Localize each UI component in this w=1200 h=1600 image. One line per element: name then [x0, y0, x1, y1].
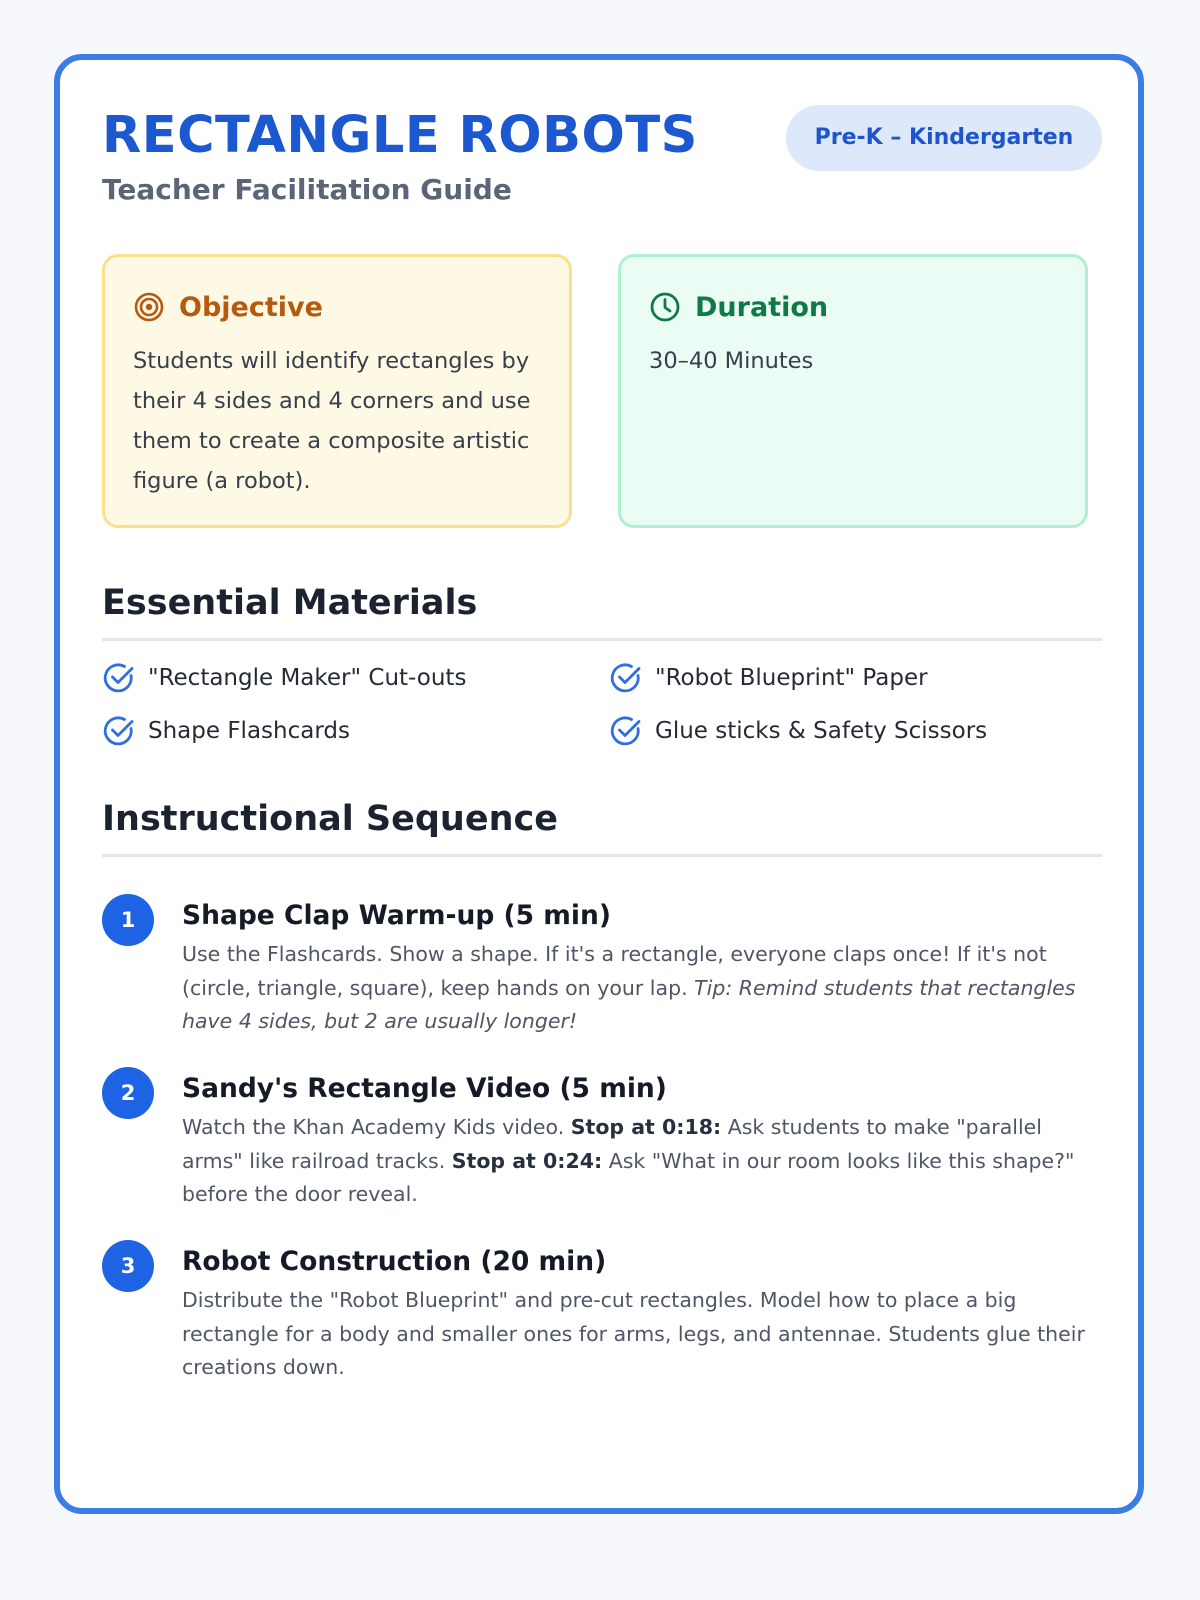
material-item	[609, 711, 1089, 751]
check-circle-icon	[102, 714, 136, 748]
materials-list	[102, 658, 1102, 768]
step-stop-marker: Stop at 0:18:	[570, 1115, 722, 1139]
materials-heading: Essential Materials	[102, 580, 1102, 641]
material-label: "Robot Blueprint" Paper	[655, 665, 928, 691]
duration-text: 30–40 Minutes	[649, 348, 814, 374]
header	[102, 104, 1102, 214]
check-circle-icon	[609, 714, 643, 748]
step-text: Watch the Khan Academy Kids video.	[182, 1115, 571, 1139]
check-circle-icon	[609, 661, 643, 695]
step-text: Use the Flashcards. Show a shape. If it's a rectangle, everyone claps once! If it's not (circle, triangle, square), keep hands on your lap.	[182, 942, 1047, 1000]
step-text: Ask "What in our room looks like this shape?" before the door reveal.	[182, 1148, 1075, 1206]
step-number-badge: 2	[102, 1067, 154, 1119]
step-tip: Tip: Remind students that rectangles have 4 sides, but 2 are usually longer!	[182, 975, 1076, 1033]
check-circle-icon	[102, 661, 136, 695]
step-stop-marker: Stop at 0:24:	[451, 1148, 603, 1173]
material-item	[102, 658, 582, 698]
step-description	[182, 1111, 1102, 1212]
objective-title: Objective	[179, 291, 323, 323]
step-number-badge: 3	[102, 1240, 154, 1292]
duration-header	[649, 287, 1057, 327]
material-item	[102, 711, 582, 751]
clock-icon	[649, 291, 681, 323]
material-label: Shape Flashcards	[148, 718, 350, 744]
page-title: RECTANGLE ROBOTS	[102, 106, 698, 165]
objective-header	[133, 287, 541, 327]
target-icon	[133, 291, 165, 323]
guide-card	[54, 54, 1144, 1514]
duration-title: Duration	[695, 291, 829, 323]
step-description	[182, 938, 1102, 1039]
material-label: "Rectangle Maker" Cut-outs	[148, 665, 467, 691]
step-description: Distribute the "Robot Blueprint" and pre-cut rectangles. Model how to place a big rectangle for a body and smaller ones for arms, legs, and antennae. Students glue their creations down.	[182, 1288, 1085, 1379]
duration-box	[618, 254, 1088, 528]
step-text: Ask students to make "parallel arms" like railroad tracks.	[182, 1115, 1042, 1173]
step-title: Shape Clap Warm-up (5 min)	[182, 900, 611, 931]
grade-level-badge: Pre-K – Kindergarten	[786, 105, 1102, 171]
objective-text: Students will identify rectangles by their 4 sides and 4 corners and use them to create a composite artistic figure (a robot).	[133, 348, 531, 494]
material-label: Glue sticks & Safety Scissors	[655, 718, 988, 744]
step-number-badge: 1	[102, 894, 154, 946]
material-item	[609, 658, 1089, 698]
sequence-heading: Instructional Sequence	[102, 796, 1102, 857]
step-title: Robot Construction (20 min)	[182, 1246, 607, 1277]
page-subtitle: Teacher Facilitation Guide	[102, 173, 512, 206]
step-title: Sandy's Rectangle Video (5 min)	[182, 1073, 667, 1104]
objective-box	[102, 254, 572, 528]
